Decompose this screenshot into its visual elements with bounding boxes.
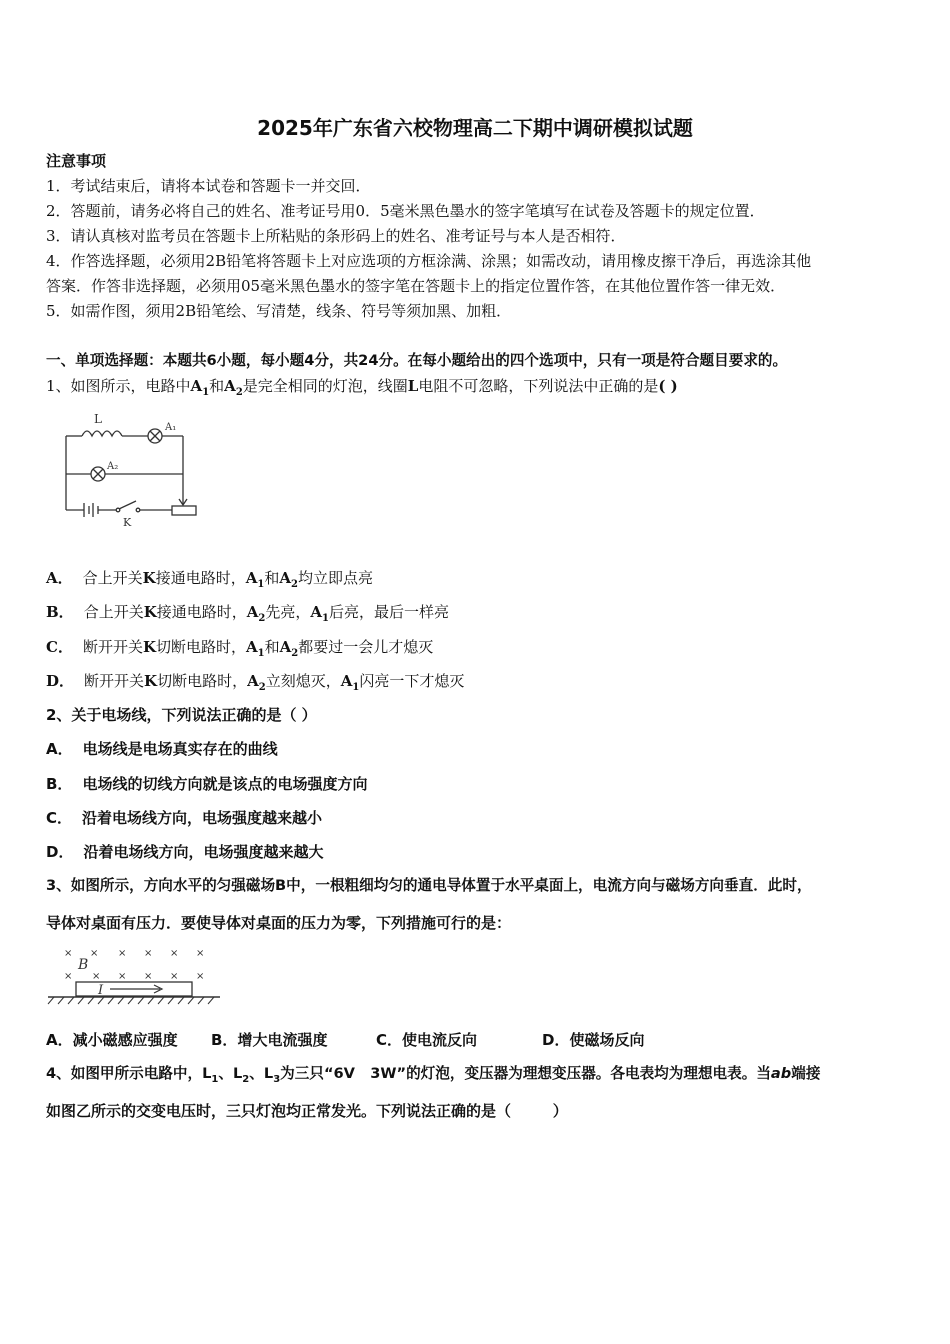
field-cross-mark: ×	[64, 948, 73, 959]
notice-item: 4．作答选择题，必须用2B铅笔将答题卡上对应选项的方框涂满、涂黑；如需改动，请用橡皮擦干净后，再选涂其他	[46, 252, 812, 270]
q3-option-c: C．使电流反向	[376, 1031, 478, 1049]
field-cross-mark: ×	[170, 948, 179, 959]
inductor-label: L	[94, 412, 102, 426]
inductor-coil-icon	[82, 431, 122, 436]
q3-option-b: B．增大电流强度	[211, 1031, 328, 1049]
field-cross-mark: ×	[92, 971, 101, 982]
q2-stem: 2、关于电场线，下列说法正确的是（ ）	[46, 706, 317, 724]
q4-stem-line1: 4、如图甲所示电路中，$L_1$、$L_2$、$L_3$为三只“6V 3W”的灯泡，变压器为理想变压器。各电表均为理想电表。当ab端接	[46, 1065, 821, 1085]
field-cross-mark: ×	[90, 948, 99, 959]
q1-option-b: B． 合上开关K接通电路时，$A_2$先亮，$A_1$后亮，最后一样亮	[46, 603, 450, 624]
q3-option-a: A．减小磁感应强度	[46, 1031, 178, 1049]
field-cross-mark: ×	[144, 971, 153, 982]
field-cross-mark: ×	[170, 971, 179, 982]
notice-item: 5．如需作图，须用2B铅笔绘、写清楚，线条、符号等须加黑、加粗．	[46, 302, 512, 320]
field-cross-mark: ×	[64, 971, 73, 982]
current-i-label: I	[98, 983, 104, 998]
page-title: 2025年广东省六校物理高二下期中调研模拟试题	[257, 116, 693, 140]
q2-option-a: A． 电场线是电场真实存在的曲线	[46, 740, 278, 758]
q3-stem-line1: 3、如图所示，方向水平的匀强磁场B中，一根粗细均匀的通电导体置于水平桌面上，电流方向与磁场方向垂直．此时，	[46, 877, 812, 894]
q1-option-d: D． 断开开关K切断电路时，$A_2$立刻熄灭，$A_1$闪亮一下才熄灭	[46, 672, 465, 693]
q1-option-a: A． 合上开关K接通电路时，$A_1$和$A_2$均立即点亮	[46, 569, 373, 590]
field-b-label: B	[78, 957, 89, 973]
notice-item: 答案．作答非选择题，必须用05毫米黑色墨水的签字笔在答题卡上的指定位置作答，在其他位置作答一律无效．	[46, 277, 786, 295]
q2-option-d: D． 沿着电场线方向，电场强度越来越大	[46, 843, 324, 861]
field-cross-mark: ×	[144, 948, 153, 959]
field-cross-mark: ×	[118, 971, 127, 982]
notice-item: 2．答题前，请务必将自己的姓名、准考证号用0．5毫米黑色墨水的签字笔填写在试卷及答题卡的规定位置．	[46, 202, 765, 220]
notice-item: 1．考试结束后，请将本试卷和答题卡一并交回．	[46, 177, 371, 195]
q1-option-c: C． 断开开关K切断电路时，$A_1$和$A_2$都要过一会儿才熄灭	[46, 638, 434, 659]
field-cross-mark: ×	[196, 948, 205, 959]
notice-heading: 注意事项	[46, 152, 107, 170]
q3-options-row	[46, 1030, 644, 1050]
lamp-a1-label: A₁	[165, 422, 177, 433]
switch-icon	[119, 501, 136, 509]
field-cross-mark: ×	[196, 971, 205, 982]
q2-option-b: B． 电场线的切线方向就是该点的电场强度方向	[46, 775, 368, 793]
field-cross-mark: ×	[118, 948, 127, 959]
q3-magnetic-field-diagram	[46, 944, 226, 1010]
section-heading: 一、单项选择题：本题共6小题，每小题4分，共24分。在每小题给出的四个选项中，只有一项是符合题目要求的。	[46, 352, 788, 369]
q1-circuit-diagram	[60, 408, 205, 528]
q1-stem: 1、如图所示，电路中$A_1$和$A_2$是完全相同的灯泡，线圈L电阻不可忽略，下列说法中正确的是( )	[46, 377, 678, 398]
q3-option-d: D．使磁场反向	[542, 1031, 645, 1049]
rheostat-icon	[172, 506, 196, 515]
lamp-a2-label: A₂	[107, 461, 119, 472]
q4-stem-line2: 如图乙所示的交变电压时，三只灯泡均正常发光。下列说法正确的是（ ）	[46, 1102, 568, 1120]
switch-label: K	[123, 516, 132, 528]
q3-stem-line2: 导体对桌面有压力．要使导体对桌面的压力为零，下列措施可行的是：	[46, 914, 512, 932]
notice-item: 3．请认真核对监考员在答题卡上所粘贴的条形码上的姓名、准考证号与本人是否相符．	[46, 227, 626, 245]
q2-option-c: C． 沿着电场线方向，电场强度越来越小	[46, 809, 323, 827]
